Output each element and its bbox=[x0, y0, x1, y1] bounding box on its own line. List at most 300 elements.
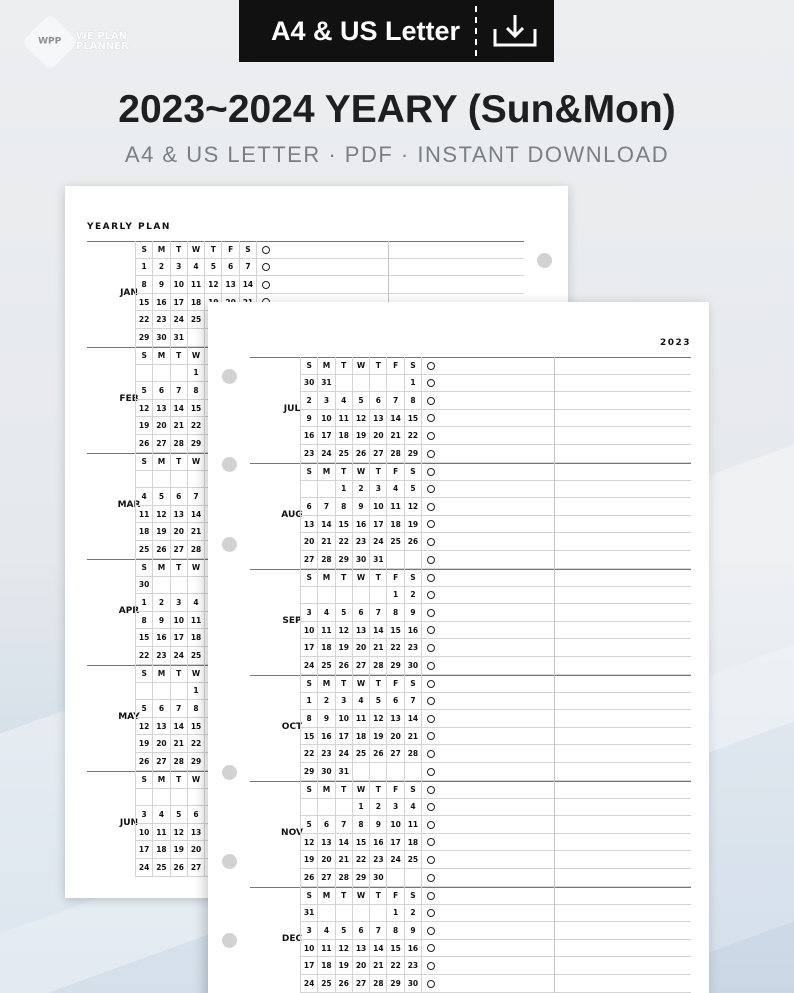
day-cell: 18 bbox=[405, 834, 422, 851]
day-cell: 4 bbox=[353, 693, 370, 710]
day-cell: 4 bbox=[153, 806, 170, 823]
day-cell: 17 bbox=[318, 427, 335, 444]
day-cell: 26 bbox=[136, 435, 153, 452]
day-cell bbox=[301, 481, 318, 498]
note-line bbox=[421, 622, 691, 640]
day-cell: 7 bbox=[387, 392, 404, 409]
weekday-label: W bbox=[353, 675, 370, 692]
day-cell: 13 bbox=[370, 410, 387, 427]
day-cell bbox=[336, 799, 353, 816]
day-cell: 8 bbox=[136, 276, 153, 293]
weekday-label: T bbox=[171, 453, 188, 470]
day-cell: 24 bbox=[171, 311, 188, 328]
binder-hole bbox=[222, 369, 237, 384]
day-cell: 13 bbox=[387, 710, 404, 727]
day-cell: 20 bbox=[353, 639, 370, 656]
day-cell: 26 bbox=[353, 445, 370, 462]
day-cell: 20 bbox=[353, 957, 370, 974]
weekday-label: M bbox=[318, 675, 335, 692]
mini-calendar bbox=[300, 463, 422, 569]
day-cell: 25 bbox=[318, 657, 335, 674]
weekday-label: T bbox=[370, 357, 387, 374]
day-cell: 17 bbox=[171, 294, 188, 311]
day-cell: 20 bbox=[370, 427, 387, 444]
day-cell: 13 bbox=[353, 622, 370, 639]
weekday-label: W bbox=[188, 241, 205, 258]
day-cell: 20 bbox=[301, 533, 318, 550]
month-name: DEC bbox=[281, 934, 303, 944]
week-row bbox=[301, 551, 422, 569]
day-cell: 14 bbox=[405, 710, 422, 727]
day-cell: 1 bbox=[353, 799, 370, 816]
month-name: MAR bbox=[117, 500, 141, 510]
day-cell: 31 bbox=[171, 329, 188, 346]
day-cell: 11 bbox=[188, 276, 205, 293]
weekday-label: T bbox=[370, 887, 387, 904]
day-cell: 10 bbox=[370, 498, 387, 515]
weekday-label: W bbox=[353, 463, 370, 480]
day-cell: 5 bbox=[153, 488, 170, 505]
day-cell: 6 bbox=[153, 382, 170, 399]
day-cell: 24 bbox=[318, 445, 335, 462]
day-cell bbox=[171, 683, 188, 700]
day-cell: 7 bbox=[171, 382, 188, 399]
day-cell bbox=[153, 365, 170, 382]
weekday-label: W bbox=[188, 771, 205, 788]
weekday-label: M bbox=[153, 665, 170, 682]
format-banner bbox=[239, 0, 554, 62]
day-cell bbox=[405, 551, 422, 568]
day-cell: 15 bbox=[336, 516, 353, 533]
day-cell: 12 bbox=[336, 622, 353, 639]
day-cell: 4 bbox=[188, 259, 205, 276]
day-cell bbox=[153, 683, 170, 700]
day-cell: 17 bbox=[301, 639, 318, 656]
weekday-label: S bbox=[136, 771, 153, 788]
day-cell: 14 bbox=[171, 400, 188, 417]
week-row bbox=[301, 869, 422, 887]
day-cell: 14 bbox=[336, 834, 353, 851]
month-name: OCT bbox=[281, 722, 303, 732]
day-cell: 21 bbox=[171, 417, 188, 434]
note-line bbox=[421, 728, 691, 746]
day-cell: 4 bbox=[318, 922, 335, 939]
mini-calendar bbox=[300, 887, 422, 993]
weekday-label: F bbox=[387, 675, 404, 692]
day-cell bbox=[353, 375, 370, 392]
day-cell: 27 bbox=[188, 859, 205, 876]
day-cell: 2 bbox=[405, 905, 422, 922]
day-cell: 10 bbox=[171, 276, 188, 293]
day-cell: 28 bbox=[171, 753, 188, 770]
note-lines bbox=[421, 569, 691, 675]
binder-hole bbox=[222, 457, 237, 472]
day-cell: 11 bbox=[318, 622, 335, 639]
day-cell bbox=[153, 789, 170, 806]
day-cell: 22 bbox=[336, 533, 353, 550]
day-cell: 9 bbox=[353, 498, 370, 515]
week-row bbox=[301, 375, 422, 393]
week-row bbox=[301, 745, 422, 763]
day-cell: 14 bbox=[387, 410, 404, 427]
weekday-label: S bbox=[301, 357, 318, 374]
note-line bbox=[421, 533, 691, 551]
day-cell: 21 bbox=[370, 957, 387, 974]
weekday-label: F bbox=[387, 781, 404, 798]
day-cell: 16 bbox=[153, 629, 170, 646]
day-cell: 24 bbox=[171, 647, 188, 664]
day-cell: 15 bbox=[387, 940, 404, 957]
day-cell: 27 bbox=[153, 435, 170, 452]
day-cell: 24 bbox=[136, 859, 153, 876]
weekday-label: S bbox=[240, 241, 257, 258]
note-line bbox=[256, 241, 524, 259]
logo-text: WE PLAN PLANNER bbox=[76, 31, 129, 52]
note-lines bbox=[421, 887, 691, 993]
day-cell: 19 bbox=[336, 957, 353, 974]
day-cell: 25 bbox=[188, 311, 205, 328]
note-line bbox=[421, 375, 691, 393]
day-cell: 13 bbox=[353, 940, 370, 957]
week-row bbox=[301, 657, 422, 675]
month-name: SEP bbox=[282, 616, 302, 626]
page-subtitle: A4 & US LETTER · PDF · INSTANT DOWNLOAD bbox=[124, 142, 670, 167]
day-cell: 12 bbox=[153, 506, 170, 523]
day-cell: 19 bbox=[405, 516, 422, 533]
day-cell: 19 bbox=[301, 851, 318, 868]
day-cell: 9 bbox=[370, 816, 387, 833]
week-row bbox=[301, 516, 422, 534]
day-cell: 8 bbox=[188, 700, 205, 717]
weekday-label: W bbox=[353, 887, 370, 904]
day-cell: 21 bbox=[336, 851, 353, 868]
day-cell: 1 bbox=[136, 594, 153, 611]
weekday-label: T bbox=[370, 569, 387, 586]
day-cell: 2 bbox=[153, 259, 170, 276]
day-cell: 7 bbox=[370, 604, 387, 621]
weekday-label: W bbox=[188, 347, 205, 364]
day-cell: 23 bbox=[405, 957, 422, 974]
note-line bbox=[421, 905, 691, 923]
weekday-label: M bbox=[318, 887, 335, 904]
day-cell: 16 bbox=[405, 622, 422, 639]
day-cell: 9 bbox=[301, 410, 318, 427]
day-cell: 30 bbox=[318, 763, 335, 780]
day-cell: 7 bbox=[171, 700, 188, 717]
day-cell bbox=[318, 481, 335, 498]
day-cell: 5 bbox=[205, 259, 222, 276]
day-cell: 20 bbox=[171, 523, 188, 540]
day-cell: 27 bbox=[318, 869, 335, 886]
day-cell: 3 bbox=[370, 481, 387, 498]
week-row bbox=[301, 975, 422, 993]
day-cell: 26 bbox=[336, 657, 353, 674]
weekday-row bbox=[301, 887, 422, 905]
day-cell bbox=[370, 763, 387, 780]
day-cell: 15 bbox=[188, 718, 205, 735]
day-cell: 16 bbox=[318, 728, 335, 745]
day-cell: 7 bbox=[336, 816, 353, 833]
weekday-label: S bbox=[136, 347, 153, 364]
day-cell: 12 bbox=[370, 710, 387, 727]
day-cell: 12 bbox=[353, 410, 370, 427]
day-cell: 8 bbox=[353, 816, 370, 833]
day-cell: 22 bbox=[301, 745, 318, 762]
day-cell: 19 bbox=[136, 417, 153, 434]
day-cell: 2 bbox=[318, 693, 335, 710]
note-line bbox=[421, 887, 691, 905]
day-cell: 28 bbox=[405, 745, 422, 762]
weekday-label: W bbox=[353, 781, 370, 798]
day-cell: 12 bbox=[405, 498, 422, 515]
day-cell: 29 bbox=[188, 435, 205, 452]
day-cell: 1 bbox=[301, 693, 318, 710]
day-cell: 26 bbox=[301, 869, 318, 886]
weekday-label: T bbox=[370, 781, 387, 798]
day-cell: 23 bbox=[353, 533, 370, 550]
day-cell: 27 bbox=[301, 551, 318, 568]
weekday-label: T bbox=[171, 665, 188, 682]
day-cell: 25 bbox=[318, 975, 335, 992]
day-cell: 23 bbox=[153, 647, 170, 664]
day-cell: 17 bbox=[387, 834, 404, 851]
weekday-label: W bbox=[353, 569, 370, 586]
day-cell: 25 bbox=[188, 647, 205, 664]
day-cell: 24 bbox=[301, 975, 318, 992]
day-cell: 22 bbox=[136, 647, 153, 664]
day-cell: 28 bbox=[188, 541, 205, 558]
brand-logo bbox=[30, 22, 136, 62]
day-cell: 2 bbox=[353, 481, 370, 498]
day-cell: 6 bbox=[318, 816, 335, 833]
day-cell: 29 bbox=[188, 753, 205, 770]
day-cell: 3 bbox=[387, 799, 404, 816]
day-cell: 22 bbox=[387, 957, 404, 974]
weekday-label: S bbox=[301, 887, 318, 904]
day-cell: 13 bbox=[188, 824, 205, 841]
day-cell bbox=[136, 471, 153, 488]
page-title: 2023~2024 YEARY (Sun&Mon) bbox=[118, 88, 676, 131]
week-row bbox=[301, 710, 422, 728]
day-cell: 5 bbox=[405, 481, 422, 498]
day-cell: 21 bbox=[370, 639, 387, 656]
weekday-label: T bbox=[336, 675, 353, 692]
day-cell: 8 bbox=[136, 612, 153, 629]
weekday-label: M bbox=[318, 463, 335, 480]
week-row bbox=[301, 639, 422, 657]
weekday-label: M bbox=[318, 781, 335, 798]
day-cell: 2 bbox=[153, 594, 170, 611]
weekday-label: M bbox=[153, 771, 170, 788]
day-cell: 24 bbox=[387, 851, 404, 868]
day-cell bbox=[370, 375, 387, 392]
download-icon[interactable] bbox=[493, 13, 537, 49]
weekday-label: M bbox=[153, 241, 170, 258]
day-cell: 6 bbox=[301, 498, 318, 515]
week-row bbox=[301, 763, 422, 781]
week-row bbox=[136, 259, 257, 277]
day-cell: 26 bbox=[336, 975, 353, 992]
week-row bbox=[301, 604, 422, 622]
weekday-label: S bbox=[405, 569, 422, 586]
day-cell: 13 bbox=[318, 834, 335, 851]
day-cell: 16 bbox=[353, 516, 370, 533]
day-cell: 12 bbox=[336, 940, 353, 957]
day-cell: 31 bbox=[336, 763, 353, 780]
day-cell: 6 bbox=[153, 700, 170, 717]
weekday-label: F bbox=[387, 887, 404, 904]
weekday-label: M bbox=[318, 569, 335, 586]
note-line bbox=[421, 639, 691, 657]
weekday-label: S bbox=[136, 241, 153, 258]
day-cell: 30 bbox=[370, 869, 387, 886]
day-cell: 3 bbox=[136, 806, 153, 823]
weekday-label: T bbox=[336, 357, 353, 374]
day-cell: 30 bbox=[353, 551, 370, 568]
week-row bbox=[301, 728, 422, 746]
day-cell bbox=[188, 471, 205, 488]
day-cell bbox=[153, 471, 170, 488]
day-cell: 19 bbox=[353, 427, 370, 444]
note-line bbox=[421, 498, 691, 516]
day-cell bbox=[353, 905, 370, 922]
day-cell: 5 bbox=[301, 816, 318, 833]
day-cell: 27 bbox=[387, 745, 404, 762]
day-cell: 18 bbox=[318, 957, 335, 974]
day-cell: 18 bbox=[188, 629, 205, 646]
banner-divider bbox=[475, 6, 477, 56]
binder-hole bbox=[222, 854, 237, 869]
day-cell bbox=[171, 789, 188, 806]
day-cell: 26 bbox=[171, 859, 188, 876]
weekday-label: M bbox=[153, 347, 170, 364]
day-cell bbox=[188, 577, 205, 594]
weekday-label: S bbox=[136, 665, 153, 682]
binder-hole bbox=[537, 253, 552, 268]
day-cell bbox=[136, 789, 153, 806]
day-cell: 17 bbox=[136, 841, 153, 858]
day-cell: 5 bbox=[171, 806, 188, 823]
month-name: JAN bbox=[120, 288, 138, 298]
day-cell bbox=[405, 763, 422, 780]
day-cell: 14 bbox=[370, 940, 387, 957]
day-cell: 27 bbox=[171, 541, 188, 558]
weekday-label: T bbox=[370, 463, 387, 480]
note-line bbox=[421, 516, 691, 534]
plan-heading: YEARLY PLAN bbox=[87, 222, 171, 232]
day-cell: 18 bbox=[387, 516, 404, 533]
day-cell: 13 bbox=[153, 718, 170, 735]
weekday-row bbox=[301, 463, 422, 481]
banner-label: A4 & US Letter bbox=[271, 15, 461, 46]
day-cell bbox=[318, 587, 335, 604]
day-cell: 29 bbox=[336, 551, 353, 568]
day-cell bbox=[136, 365, 153, 382]
mini-calendar bbox=[300, 357, 422, 463]
day-cell: 20 bbox=[188, 841, 205, 858]
weekday-label: S bbox=[405, 357, 422, 374]
day-cell: 4 bbox=[188, 594, 205, 611]
day-cell: 7 bbox=[318, 498, 335, 515]
day-cell: 22 bbox=[387, 639, 404, 656]
day-cell: 1 bbox=[188, 683, 205, 700]
day-cell: 1 bbox=[387, 587, 404, 604]
weekday-row bbox=[301, 569, 422, 587]
weekday-label: S bbox=[301, 569, 318, 586]
day-cell bbox=[387, 375, 404, 392]
binder-hole bbox=[222, 537, 237, 552]
note-line bbox=[421, 657, 691, 675]
day-cell: 16 bbox=[370, 834, 387, 851]
day-cell: 15 bbox=[136, 629, 153, 646]
weekday-label: F bbox=[387, 357, 404, 374]
day-cell: 20 bbox=[153, 735, 170, 752]
day-cell: 10 bbox=[301, 622, 318, 639]
weekday-label: W bbox=[188, 665, 205, 682]
day-cell: 10 bbox=[318, 410, 335, 427]
week-row bbox=[301, 940, 422, 958]
day-cell: 13 bbox=[171, 506, 188, 523]
day-cell: 15 bbox=[188, 400, 205, 417]
day-cell: 1 bbox=[188, 365, 205, 382]
note-line bbox=[421, 551, 691, 569]
day-cell: 18 bbox=[188, 294, 205, 311]
day-cell: 29 bbox=[301, 763, 318, 780]
weekday-label: W bbox=[188, 453, 205, 470]
day-cell bbox=[171, 577, 188, 594]
week-row bbox=[301, 905, 422, 923]
day-cell: 29 bbox=[353, 869, 370, 886]
day-cell bbox=[405, 869, 422, 886]
note-line bbox=[421, 587, 691, 605]
day-cell: 11 bbox=[353, 710, 370, 727]
day-cell: 15 bbox=[405, 410, 422, 427]
weekday-row bbox=[301, 675, 422, 693]
note-lines bbox=[421, 675, 691, 781]
month-name: JUL bbox=[283, 404, 301, 414]
month-name: APR bbox=[118, 606, 140, 616]
day-cell: 9 bbox=[153, 276, 170, 293]
day-cell: 18 bbox=[136, 523, 153, 540]
weekday-label: T bbox=[171, 241, 188, 258]
mini-calendar bbox=[300, 781, 422, 887]
day-cell: 16 bbox=[153, 294, 170, 311]
day-cell: 10 bbox=[336, 710, 353, 727]
day-cell: 10 bbox=[301, 940, 318, 957]
month-name: AUG bbox=[281, 510, 303, 520]
day-cell bbox=[387, 551, 404, 568]
week-row bbox=[301, 498, 422, 516]
note-line bbox=[421, 357, 691, 375]
mini-calendar bbox=[300, 569, 422, 675]
day-cell bbox=[370, 905, 387, 922]
note-line bbox=[421, 693, 691, 711]
day-cell: 21 bbox=[318, 533, 335, 550]
day-cell bbox=[387, 869, 404, 886]
day-cell: 5 bbox=[353, 392, 370, 409]
week-row bbox=[301, 622, 422, 640]
day-cell: 24 bbox=[370, 533, 387, 550]
day-cell: 8 bbox=[387, 604, 404, 621]
weekday-label: T bbox=[171, 347, 188, 364]
day-cell bbox=[301, 587, 318, 604]
month-name: NOV bbox=[281, 828, 303, 838]
weekday-label: W bbox=[188, 559, 205, 576]
weekday-label: M bbox=[318, 357, 335, 374]
week-row bbox=[301, 427, 422, 445]
day-cell bbox=[188, 329, 205, 346]
day-cell: 11 bbox=[336, 410, 353, 427]
